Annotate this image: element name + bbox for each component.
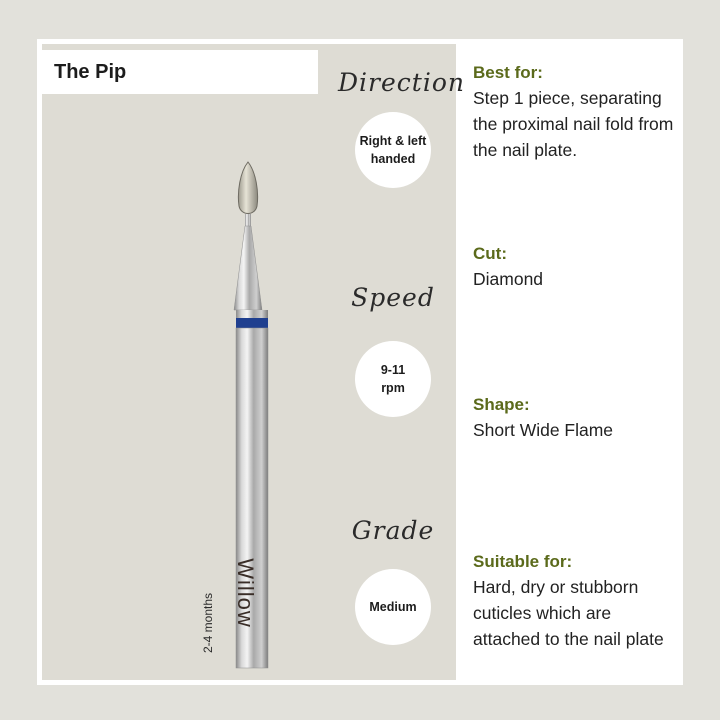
drill-bit-image	[180, 150, 280, 670]
brand-engraving: Willow	[232, 558, 258, 628]
best-for-text: Step 1 piece, separating the proximal nail fold from the nail plate.	[473, 88, 674, 160]
speed-label: Speed	[351, 283, 435, 312]
best-for-section	[473, 61, 678, 163]
suitable-for-section	[473, 550, 678, 652]
direction-label: Direction	[338, 68, 465, 97]
best-for-heading: Best for:	[473, 63, 543, 82]
grade-label: Grade	[351, 516, 435, 545]
suitable-for-heading: Suitable for:	[473, 552, 573, 571]
title-box	[42, 50, 318, 94]
shape-section	[473, 393, 678, 443]
cut-heading: Cut:	[473, 244, 507, 263]
lifespan-label: 2-4 months	[201, 592, 216, 654]
bur-neck	[245, 214, 251, 226]
direction-value-badge: Right & left handed	[355, 112, 431, 188]
suitable-for-text: Hard, dry or stubborn cuticles which are attached to the nail plate	[473, 577, 664, 649]
grade-value-badge: Medium	[355, 569, 431, 645]
bur-head	[238, 162, 257, 214]
bur-band	[236, 318, 268, 328]
product-title: The Pip	[54, 61, 127, 83]
bur-taper	[234, 226, 262, 310]
speed-value-badge: 9-11 rpm	[355, 341, 431, 417]
shape-heading: Shape:	[473, 395, 530, 414]
cut-section	[473, 242, 678, 292]
shape-text: Short Wide Flame	[473, 420, 614, 440]
cut-text: Diamond	[473, 269, 544, 289]
